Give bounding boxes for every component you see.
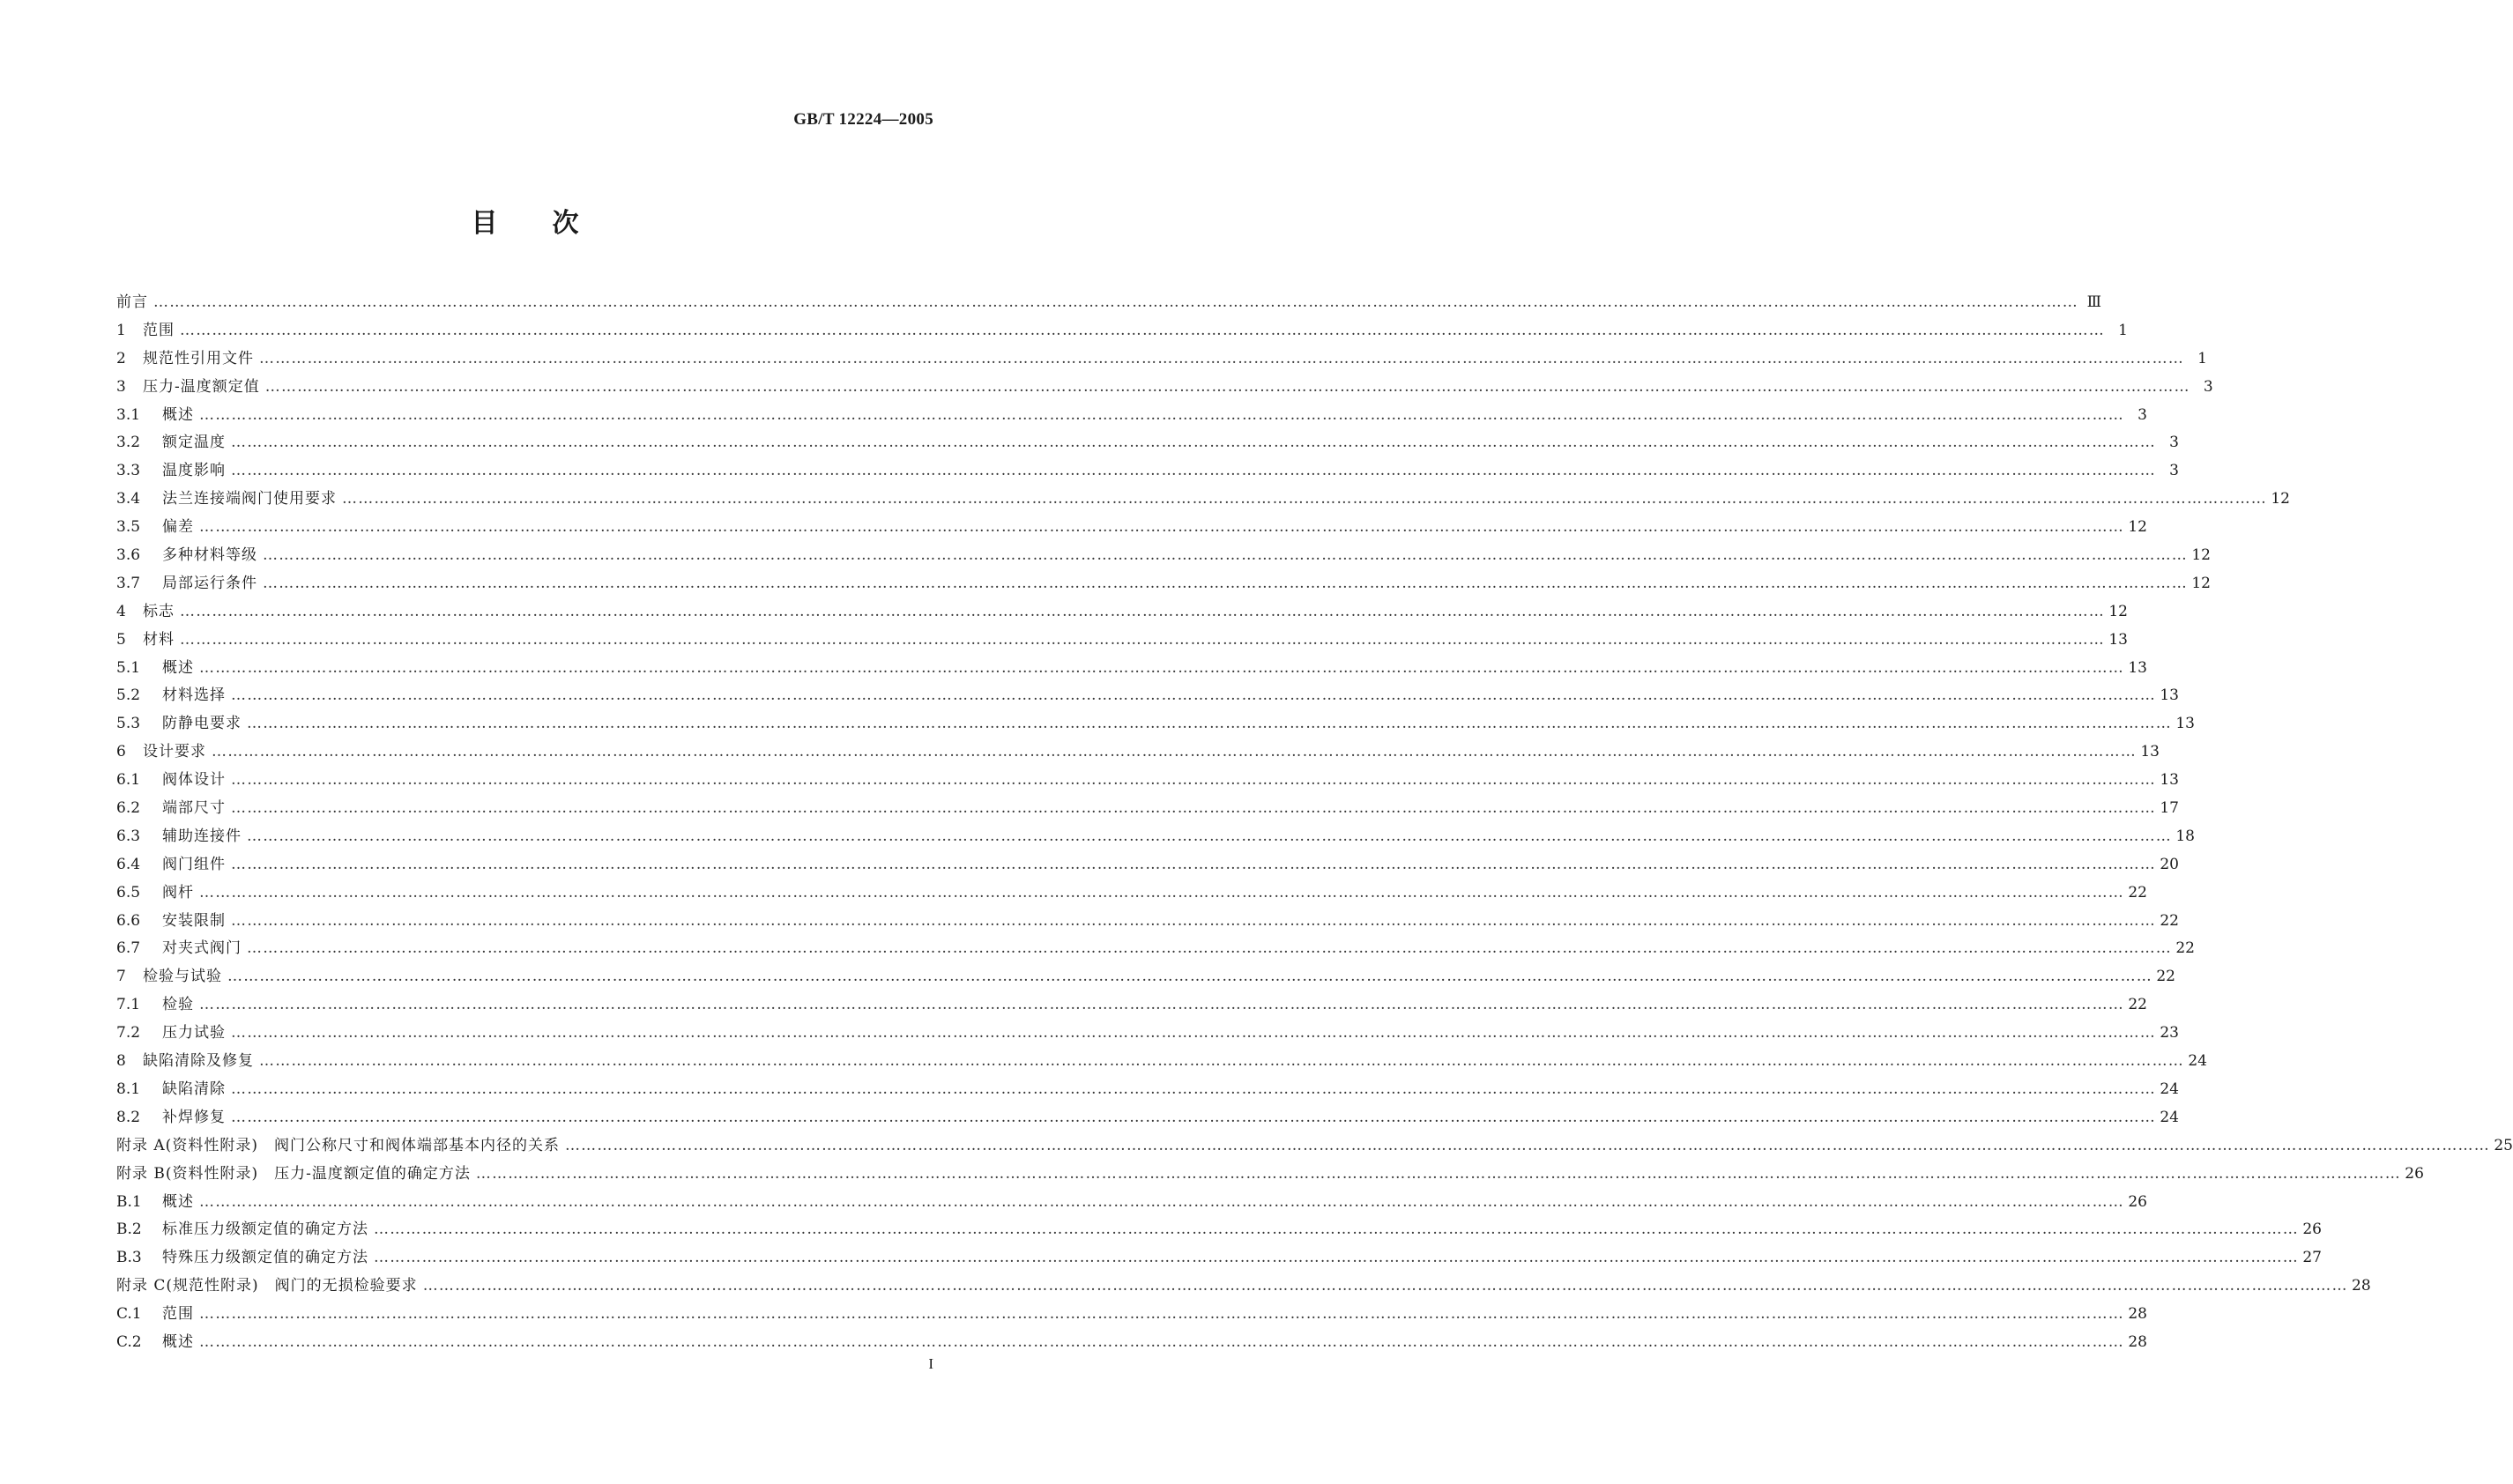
toc-entry-label: 多种材料等级	[162, 546, 257, 565]
toc-entry[interactable]	[116, 1192, 2147, 1221]
toc-dot-leader: ………………………………………………………………………………………………………………………………………………………………………………………………………………………………………………………………………………………………………………………………	[247, 939, 2172, 958]
toc-entry-label: 对夹式阀门	[162, 939, 242, 958]
toc-entry-label: 概述	[162, 1332, 194, 1351]
toc-entry-number: 3.6	[116, 546, 141, 565]
toc-dot-leader: ………………………………………………………………………………………………………………………………………………………………………………………………………………………………………………………………………………………………………………………………	[180, 630, 2105, 649]
toc-entry-page: 3	[2169, 462, 2179, 480]
toc-entry-number: 7.1	[116, 996, 141, 1014]
toc-entry[interactable]	[116, 714, 2195, 742]
toc-entry-number: 6.2	[116, 799, 141, 818]
toc-dot-leader: ………………………………………………………………………………………………………………………………………………………………………………………………………………………………………………………………………………………………………………………………	[374, 1249, 2299, 1267]
toc-entry[interactable]	[116, 1023, 2179, 1051]
toc-dot-leader: ………………………………………………………………………………………………………………………………………………………………………………………………………………………………………………………………………………………………………………………………	[259, 349, 2184, 367]
toc-entry-label: 法兰连接端阀门使用要求	[162, 490, 337, 508]
toc-entry-label: 额定温度	[162, 434, 226, 452]
toc-entry-page: 26	[2128, 1192, 2147, 1211]
toc-entry-label: 缺陷清除及修复	[143, 1052, 254, 1071]
toc-entry-label: 附录 B(资料性附录) 压力-温度额定值的确定方法	[116, 1164, 471, 1183]
toc-entry[interactable]	[116, 1332, 2147, 1361]
toc-entry-number: 3.4	[116, 490, 141, 508]
toc-entry-number: 8.2	[116, 1108, 141, 1126]
toc-entry-page: 26	[2302, 1221, 2322, 1239]
toc-entry-page: Ⅲ	[2086, 293, 2101, 311]
toc-entry[interactable]	[116, 855, 2179, 883]
toc-entry-page: 13	[2175, 715, 2195, 733]
toc-dot-leader: ………………………………………………………………………………………………………………………………………………………………………………………………………………………………………………………………………………………………………………………………	[227, 968, 2152, 986]
toc-entry-page: 1	[2197, 349, 2207, 367]
page-title: 目次	[471, 208, 634, 239]
toc-entry-label: 标准压力级额定值的确定方法	[162, 1221, 368, 1239]
toc-entry-page: 28	[2128, 1305, 2147, 1324]
toc-entry-number: 3.1	[116, 405, 141, 424]
standard-code: GB/T 12224—2005	[793, 110, 933, 129]
toc-dot-leader: ………………………………………………………………………………………………………………………………………………………………………………………………………………………………………………………………………………………………………………………………	[153, 293, 2078, 311]
toc-entry-page: 12	[2128, 518, 2147, 537]
toc-entry[interactable]	[116, 489, 2290, 517]
toc-entry-label: 设计要求	[143, 743, 206, 761]
toc-dot-leader: ………………………………………………………………………………………………………………………………………………………………………………………………………………………………………………………………………………………………………………………………	[259, 1052, 2184, 1071]
toc-entry-number: 1	[116, 321, 126, 339]
toc-entry-label: 防静电要求	[162, 715, 242, 733]
toc-entry[interactable]	[116, 433, 2179, 461]
toc-entry-number: C.1	[116, 1305, 142, 1324]
page-number: I	[928, 1355, 933, 1372]
toc-entry[interactable]	[116, 349, 2207, 377]
toc-entry-label: 阀杆	[162, 883, 194, 902]
toc-entry-number: 6.3	[116, 827, 141, 845]
toc-entry-label: 标志	[143, 602, 175, 620]
toc-entry-label: 辅助连接件	[162, 827, 242, 845]
toc-dot-leader: ………………………………………………………………………………………………………………………………………………………………………………………………………………………………………………………………………………………………………………………………	[564, 1136, 2490, 1154]
toc-entry-label: 材料	[143, 630, 175, 649]
toc-dot-leader: ………………………………………………………………………………………………………………………………………………………………………………………………………………………………………………………………………………………………………………………………	[247, 827, 2172, 845]
toc-entry-number: 6.4	[116, 855, 141, 873]
toc-entry-number: 3.5	[116, 518, 141, 537]
toc-entry-label: 概述	[162, 405, 194, 424]
toc-entry-label: 概述	[162, 1192, 194, 1211]
toc-entry-number: 6	[116, 743, 126, 761]
toc-entry-label: 安装限制	[162, 911, 226, 930]
toc-entry[interactable]	[116, 967, 2175, 995]
toc-entry-label: 阀门组件	[162, 855, 226, 873]
toc-entry-number: 5.2	[116, 686, 141, 705]
toc-entry[interactable]	[116, 1136, 2513, 1164]
toc-entry-number: 6.7	[116, 939, 141, 958]
toc-entry-number: B.1	[116, 1192, 142, 1211]
toc-dot-leader: ………………………………………………………………………………………………………………………………………………………………………………………………………………………………………………………………………………………………………………………………	[422, 1277, 2348, 1295]
toc-entry-page: 12	[2108, 602, 2128, 620]
toc-entry-label: 压力试验	[162, 1024, 226, 1043]
toc-entry[interactable]	[116, 545, 2211, 574]
toc-entry-page: 24	[2188, 1052, 2207, 1071]
toc-entry[interactable]	[116, 911, 2179, 939]
toc-entry[interactable]	[116, 798, 2179, 827]
toc-entry-page: 17	[2160, 799, 2179, 818]
toc-entry-page: 13	[2160, 686, 2179, 705]
toc-entry-page: 1	[2118, 321, 2128, 339]
toc-entry-page: 3	[2203, 377, 2213, 396]
toc-entry-number: 2	[116, 349, 126, 367]
toc-dot-leader: ………………………………………………………………………………………………………………………………………………………………………………………………………………………………………………………………………………………………………………………………	[199, 658, 2124, 677]
toc-entry[interactable]	[116, 995, 2147, 1023]
toc-entry-page: 12	[2271, 490, 2290, 508]
toc-entry-label: 规范性引用文件	[143, 349, 254, 367]
toc-entry-page: 27	[2302, 1249, 2322, 1267]
toc-entry-page: 13	[2128, 658, 2147, 677]
toc-entry-label: 阀体设计	[162, 771, 226, 790]
toc-entry[interactable]	[116, 1080, 2179, 1108]
toc-entry[interactable]	[116, 827, 2195, 855]
toc-entry-page: 12	[2191, 546, 2211, 565]
toc-entry-number: 4	[116, 602, 126, 620]
toc-dot-leader: ………………………………………………………………………………………………………………………………………………………………………………………………………………………………………………………………………………………………………………………………	[180, 321, 2105, 339]
toc-entry-page: 24	[2160, 1108, 2179, 1126]
toc-entry-page: 22	[2175, 939, 2195, 958]
toc-entry-label: 压力-温度额定值	[143, 377, 260, 396]
toc-dot-leader: ………………………………………………………………………………………………………………………………………………………………………………………………………………………………………………………………………………………………………………………………	[199, 883, 2124, 902]
toc-entry[interactable]	[116, 939, 2195, 967]
toc-entry[interactable]	[116, 574, 2211, 602]
toc-entry[interactable]	[116, 321, 2128, 349]
toc-entry-number: C.2	[116, 1332, 142, 1351]
toc-dot-leader: ………………………………………………………………………………………………………………………………………………………………………………………………………………………………………………………………………………………………………………………………	[374, 1221, 2299, 1239]
toc-entry-number: 7	[116, 968, 126, 986]
toc-entry-label: 范围	[143, 321, 175, 339]
toc-dot-leader: ………………………………………………………………………………………………………………………………………………………………………………………………………………………………………………………………………………………………………………………………	[342, 490, 2267, 508]
toc-entry-page: 20	[2160, 855, 2179, 873]
toc-dot-leader: ………………………………………………………………………………………………………………………………………………………………………………………………………………………………………………………………………………………………………………………………	[199, 996, 2124, 1014]
toc-entry[interactable]	[116, 293, 2101, 321]
toc-entry-page: 12	[2191, 574, 2211, 592]
toc-entry-label: 检验	[162, 996, 194, 1014]
toc-entry-page: 3	[2169, 434, 2179, 452]
toc-entry-page: 22	[2128, 996, 2147, 1014]
toc-dot-leader: ………………………………………………………………………………………………………………………………………………………………………………………………………………………………………………………………………………………………………………………………	[199, 1192, 2124, 1211]
toc-entry-page: 28	[2352, 1277, 2371, 1295]
toc-entry-page: 25	[2494, 1136, 2513, 1154]
toc-entry-number: 3.7	[116, 574, 141, 592]
toc-entry-label: 附录 A(资料性附录) 阀门公称尺寸和阀体端部基本内径的关系	[116, 1136, 560, 1154]
toc-entry-number: 6.5	[116, 883, 141, 902]
toc-entry-label: 检验与试验	[143, 968, 222, 986]
toc-entry-page: 22	[2128, 883, 2147, 902]
toc-entry[interactable]	[116, 377, 2213, 405]
toc-entry[interactable]	[116, 1220, 2322, 1248]
toc-entry[interactable]	[116, 1276, 2371, 1304]
toc-entry[interactable]	[116, 1108, 2179, 1136]
toc-dot-leader: ………………………………………………………………………………………………………………………………………………………………………………………………………………………………………………………………………………………………………………………………	[199, 1305, 2124, 1324]
toc-entry-label: 材料选择	[162, 686, 226, 705]
toc-entry[interactable]	[116, 883, 2147, 911]
toc-entry-number: 7.2	[116, 1024, 141, 1043]
toc-entry-label: 补焊修复	[162, 1108, 226, 1126]
toc-dot-leader: ………………………………………………………………………………………………………………………………………………………………………………………………………………………………………………………………………………………………………………………………	[231, 1024, 2156, 1043]
toc-entry[interactable]	[116, 742, 2160, 770]
toc-entry-page: 13	[2160, 771, 2179, 790]
toc-entry[interactable]	[116, 602, 2128, 630]
toc-entry-page: 3	[2138, 405, 2147, 424]
toc-dot-leader: ………………………………………………………………………………………………………………………………………………………………………………………………………………………………………………………………………………………………………………………………	[263, 546, 2188, 565]
toc-dot-leader: ………………………………………………………………………………………………………………………………………………………………………………………………………………………………………………………………………………………………………………………………	[231, 771, 2156, 790]
toc-entry-label: 特殊压力级额定值的确定方法	[162, 1249, 368, 1267]
toc-entry-number: 5.1	[116, 658, 141, 677]
toc-entry-label: 范围	[162, 1305, 194, 1324]
table-of-contents	[116, 293, 2513, 1361]
toc-entry-page: 18	[2175, 827, 2195, 845]
toc-entry-number: 6.1	[116, 771, 141, 790]
toc-entry-page: 26	[2405, 1164, 2424, 1183]
toc-dot-leader: ………………………………………………………………………………………………………………………………………………………………………………………………………………………………………………………………………………………………………………………………	[231, 1080, 2156, 1098]
toc-entry-label: 前言	[116, 293, 148, 311]
toc-entry-page: 22	[2156, 968, 2175, 986]
toc-entry-label: 偏差	[162, 518, 194, 537]
toc-dot-leader: ………………………………………………………………………………………………………………………………………………………………………………………………………………………………………………………………………………………………………………………………	[231, 1108, 2156, 1126]
toc-entry-label: 温度影响	[162, 462, 226, 480]
toc-entry-number: 5.3	[116, 715, 141, 733]
toc-entry-label: 端部尺寸	[162, 799, 226, 818]
toc-entry-number: 5	[116, 630, 126, 649]
toc-dot-leader: ………………………………………………………………………………………………………………………………………………………………………………………………………………………………………………………………………………………………………………………………	[231, 462, 2156, 480]
toc-dot-leader: ………………………………………………………………………………………………………………………………………………………………………………………………………………………………………………………………………………………………………………………………	[180, 602, 2105, 620]
toc-entry-number: 8	[116, 1052, 126, 1071]
toc-entry-label: 缺陷清除	[162, 1080, 226, 1098]
toc-entry-number: 8.1	[116, 1080, 141, 1098]
toc-entry-number: B.2	[116, 1221, 142, 1239]
toc-entry-page: 24	[2160, 1080, 2179, 1098]
toc-entry-label: 局部运行条件	[162, 574, 257, 592]
toc-entry[interactable]	[116, 770, 2179, 798]
toc-dot-leader: ………………………………………………………………………………………………………………………………………………………………………………………………………………………………………………………………………………………………………………………………	[263, 574, 2188, 592]
toc-entry-page: 28	[2128, 1332, 2147, 1351]
toc-entry[interactable]	[116, 405, 2147, 434]
toc-entry[interactable]	[116, 686, 2179, 714]
toc-entry-number: 3.3	[116, 462, 141, 480]
toc-dot-leader: ………………………………………………………………………………………………………………………………………………………………………………………………………………………………………………………………………………………………………………………………	[199, 405, 2124, 424]
toc-entry-page: 13	[2108, 630, 2128, 649]
toc-entry-label: 附录 C(规范性附录) 阀门的无损检验要求	[116, 1277, 418, 1295]
toc-dot-leader: ………………………………………………………………………………………………………………………………………………………………………………………………………………………………………………………………………………………………………………………………	[247, 715, 2172, 733]
toc-entry-number: 3	[116, 377, 126, 396]
toc-entry-page: 22	[2160, 911, 2179, 930]
toc-dot-leader: ………………………………………………………………………………………………………………………………………………………………………………………………………………………………………………………………………………………………………………………………	[231, 911, 2156, 930]
toc-dot-leader: ………………………………………………………………………………………………………………………………………………………………………………………………………………………………………………………………………………………………………………………………	[199, 1332, 2124, 1351]
toc-entry[interactable]	[116, 630, 2128, 658]
toc-dot-leader: ………………………………………………………………………………………………………………………………………………………………………………………………………………………………………………………………………………………………………………………………	[212, 743, 2137, 761]
toc-dot-leader: ………………………………………………………………………………………………………………………………………………………………………………………………………………………………………………………………………………………………………………………………	[231, 686, 2156, 705]
toc-entry[interactable]	[116, 461, 2179, 489]
toc-entry-page: 23	[2160, 1024, 2179, 1043]
toc-entry[interactable]	[116, 1304, 2147, 1332]
toc-dot-leader: ………………………………………………………………………………………………………………………………………………………………………………………………………………………………………………………………………………………………………………………………	[264, 377, 2190, 396]
toc-entry-label: 概述	[162, 658, 194, 677]
toc-entry-page: 13	[2140, 743, 2160, 761]
toc-entry[interactable]	[116, 658, 2147, 686]
toc-entry-number: 6.6	[116, 911, 141, 930]
toc-entry[interactable]	[116, 1248, 2322, 1276]
toc-dot-leader: ………………………………………………………………………………………………………………………………………………………………………………………………………………………………………………………………………………………………………………………………	[199, 518, 2124, 537]
toc-dot-leader: ………………………………………………………………………………………………………………………………………………………………………………………………………………………………………………………………………………………………………………………………	[231, 799, 2156, 818]
toc-entry[interactable]	[116, 517, 2147, 545]
toc-entry[interactable]	[116, 1051, 2207, 1080]
toc-entry-number: B.3	[116, 1249, 142, 1267]
toc-entry[interactable]	[116, 1164, 2424, 1192]
toc-entry-number: 3.2	[116, 434, 141, 452]
toc-dot-leader: ………………………………………………………………………………………………………………………………………………………………………………………………………………………………………………………………………………………………………………………………	[231, 855, 2156, 873]
toc-dot-leader: ………………………………………………………………………………………………………………………………………………………………………………………………………………………………………………………………………………………………………………………………	[231, 434, 2156, 452]
toc-dot-leader: ………………………………………………………………………………………………………………………………………………………………………………………………………………………………………………………………………………………………………………………………	[475, 1164, 2401, 1183]
